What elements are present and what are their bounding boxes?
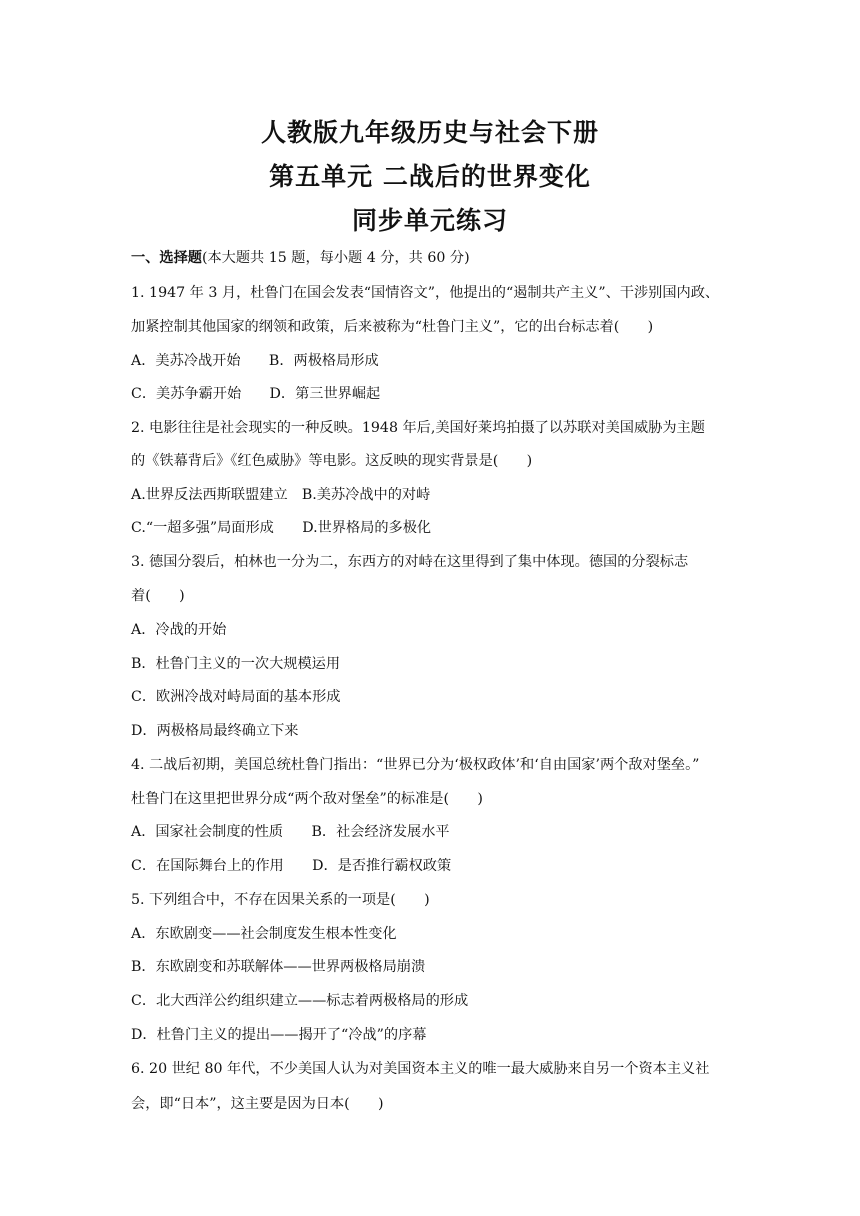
question-2-options-cd: C.“一超多强”局面形成 D.世界格局的多极化 [131, 520, 432, 536]
question-6-line-1: 6. 20 世纪 80 年代，不少美国人认为对美国资本主义的唯一最大威胁来自另一个资本主义社 [131, 1061, 710, 1077]
question-6-line-2: 会，即“日本”，这主要是因为日本( ) [131, 1096, 384, 1112]
question-4-options-cd: C．在国际舞台上的作用 D．是否推行霸权政策 [131, 858, 452, 874]
question-1-options-cd: C．美苏争霸开始 D．第三世界崛起 [131, 386, 381, 402]
question-3-line-1: 3. 德国分裂后，柏林也一分为二，东西方的对峙在这里得到了集中体现。德国的分裂标志 [131, 554, 689, 570]
question-5-option-c: C．北大西洋公约组织建立——标志着两极格局的形成 [131, 993, 469, 1009]
question-3-line-2: 着( ) [131, 588, 185, 604]
section-label: 一、选择题 [131, 250, 202, 266]
question-3-option-c: C．欧洲冷战对峙局面的基本形成 [131, 689, 341, 705]
question-5-option-d: D．杜鲁门主义的提出——揭开了“冷战”的序幕 [131, 1027, 427, 1043]
section-heading [131, 249, 731, 267]
question-3-option-b: B．杜鲁门主义的一次大规模运用 [131, 656, 341, 672]
section-note: (本大题共 15 题，每小题 4 分，共 60 分) [201, 250, 470, 266]
question-2-line-2: 的《铁幕背后》《红色威胁》等电影。这反映的现实背景是( ) [131, 453, 533, 469]
question-4-line-1: 4. 二战后初期，美国总统杜鲁门指出：“世界已分为‘极权政体’和‘自由国家’两个敌对堡垒。” [131, 757, 700, 773]
question-5-option-b: B．东欧剧变和苏联解体——世界两极格局崩溃 [131, 959, 426, 975]
question-4-line-2: 杜鲁门在这里把世界分成“两个敌对堡垒”的标准是( ) [131, 791, 483, 807]
question-1-options-ab: A．美苏冷战开始 B．两极格局形成 [131, 353, 379, 369]
question-3-option-d: D．两极格局最终确立下来 [131, 723, 299, 739]
question-2-line-1: 2. 电影往往是社会现实的一种反映。1948 年后,美国好莱坞拍摄了以苏联对美国威胁为主题 [131, 420, 705, 436]
question-1-line-1: 1. 1947 年 3 月，杜鲁门在国会发表“国情咨文”，他提出的“遏制共产主义”、干涉别国内政、 [131, 285, 720, 301]
question-1-line-2: 加紧控制其他国家的纲领和政策，后来被称为“杜鲁门主义”，它的出台标志着( ) [131, 319, 654, 335]
unit-title: 第五单元 二战后的世界变化 [269, 162, 591, 191]
question-5-option-a: A．东欧剧变——社会制度发生根本性变化 [131, 926, 397, 942]
document-title: 人教版九年级历史与社会下册 [260, 118, 599, 147]
exercise-title: 同步单元练习 [351, 206, 508, 235]
question-5-line-1: 5. 下列组合中，不存在因果关系的一项是( ) [131, 892, 430, 908]
question-3-option-a: A．冷战的开始 [131, 622, 227, 638]
question-4-options-ab: A．国家社会制度的性质 B．社会经济发展水平 [131, 824, 450, 840]
question-2-options-ab: A.世界反法西斯联盟建立 B.美苏冷战中的对峙 [131, 487, 431, 503]
